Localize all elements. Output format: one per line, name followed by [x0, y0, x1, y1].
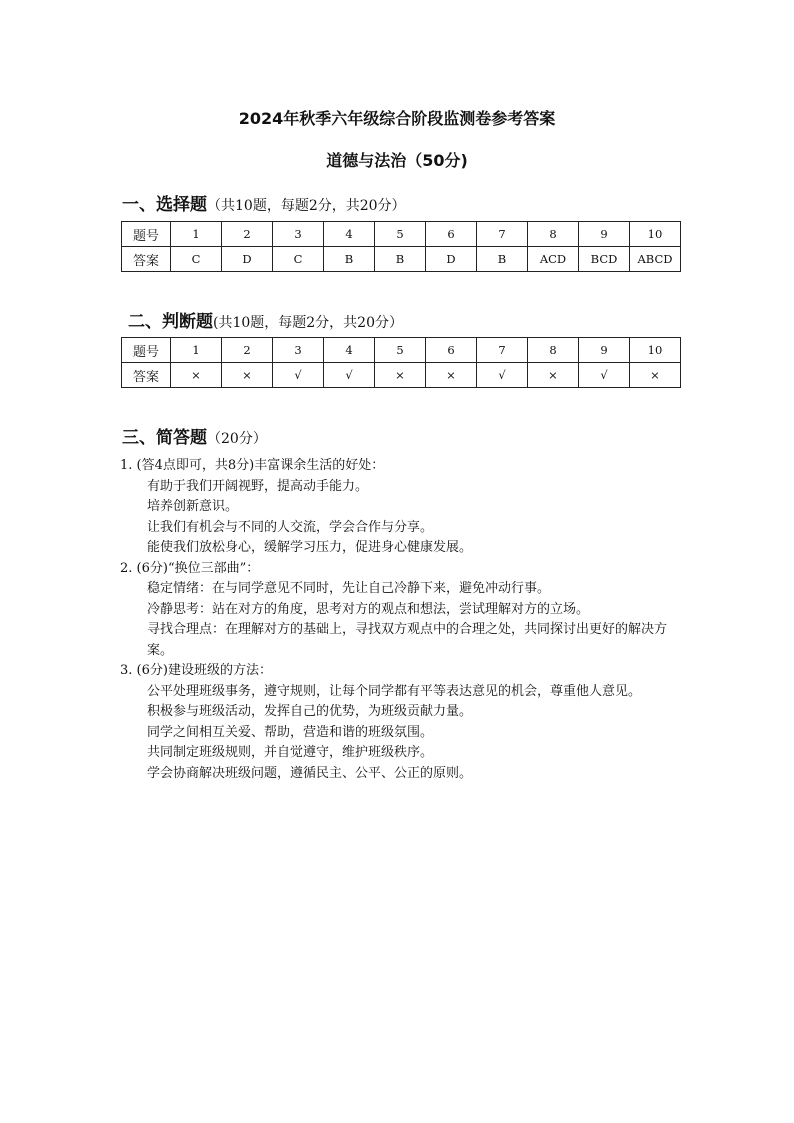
answer-cell: C: [273, 247, 324, 272]
answer-point: 寻找合理点：在理解对方的基础上，寻找双方观点中的合理之处，共同探讨出更好的解决方案。: [147, 622, 668, 658]
question-number: 8: [528, 222, 579, 247]
question-stem: 1. (答4点即可，共8分)丰富课余生活的好处：: [120, 458, 385, 473]
table-row-answers: [122, 247, 681, 272]
answer-cell: ×: [171, 363, 222, 388]
table-row-numbers: [122, 222, 681, 247]
question-number: 2: [222, 338, 273, 363]
question-number: 2: [222, 222, 273, 247]
question-number: 4: [324, 222, 375, 247]
table-row-numbers: [122, 338, 681, 363]
section3-title: 三、简答题: [122, 428, 207, 448]
question-number: 6: [426, 222, 477, 247]
answer-cell: BCD: [579, 247, 630, 272]
answer-cell: √: [579, 363, 630, 388]
question-stem: 3. (6分)建设班级的方法：: [120, 663, 272, 678]
question-number: 10: [630, 338, 681, 363]
section1-answer-table: [121, 221, 681, 272]
answer-point: 能使我们放松身心，缓解学习压力，促进身心健康发展。: [147, 540, 473, 555]
question-number: 5: [375, 338, 426, 363]
section2-title: 二、判断题: [128, 312, 213, 332]
answer-point: 积极参与班级活动，发挥自己的优势，为班级贡献力量。: [147, 704, 473, 719]
answer-cell: B: [375, 247, 426, 272]
question-number: 9: [579, 338, 630, 363]
question-number: 3: [273, 222, 324, 247]
answer-point: 有助于我们开阔视野，提高动手能力。: [147, 478, 369, 494]
answer-point: 共同制定班级规则，并自觉遵守，维护班级秩序。: [147, 745, 434, 760]
question-number: 8: [528, 338, 579, 363]
answer-cell: √: [477, 363, 528, 388]
answer-cell: ACD: [528, 247, 579, 272]
row-label-answer: 答案: [122, 363, 171, 388]
answer-cell: B: [324, 247, 375, 272]
answer-point: 同学之间相互关爱、帮助，营造和谐的班级氛围。: [147, 724, 434, 740]
question-number: 7: [477, 222, 528, 247]
section2-note: (共10题，每题2分，共20分）: [213, 315, 403, 331]
section2-heading: [128, 307, 403, 332]
question-number: 5: [375, 222, 426, 247]
question-number: 3: [273, 338, 324, 363]
question-number: 10: [630, 222, 681, 247]
question-number: 1: [171, 338, 222, 363]
question-number: 9: [579, 222, 630, 247]
section2-answer-table: [121, 337, 681, 388]
row-label-question: 题号: [122, 338, 171, 363]
answer-cell: ×: [426, 363, 477, 388]
answer-cell: ×: [528, 363, 579, 388]
answer-point: 公平处理班级事务，遵守规则，让每个同学都有平等表达意见的机会，尊重他人意见。: [147, 683, 642, 699]
section3-note: （20分）: [207, 431, 267, 447]
document-subtitle: 道德与法治（50分): [326, 151, 468, 170]
question-number: 4: [324, 338, 375, 363]
answer-cell: √: [324, 363, 375, 388]
section3-heading: [122, 423, 267, 448]
answer-point: 稳定情绪：在与同学意见不同时，先让自己冷静下来，避免冲动行事。: [147, 581, 551, 596]
question-number: 1: [171, 222, 222, 247]
answer-point: 培养创新意识。: [147, 499, 239, 514]
answer-point: 冷静思考：站在对方的角度，思考对方的观点和想法，尝试理解对方的立场。: [147, 601, 590, 617]
answer-cell: D: [222, 247, 273, 272]
section1-heading: [122, 190, 406, 215]
answer-point: 让我们有机会与不同的人交流，学会合作与分享。: [147, 519, 434, 535]
question-number: 6: [426, 338, 477, 363]
answer-cell: √: [273, 363, 324, 388]
answer-cell: ABCD: [630, 247, 681, 272]
answer-point: 学会协商解决班级问题，遵循民主、公平、公正的原则。: [147, 765, 473, 781]
answer-cell: ×: [375, 363, 426, 388]
section1-title: 一、选择题: [122, 195, 207, 215]
answer-cell: B: [477, 247, 528, 272]
row-label-answer: 答案: [122, 247, 171, 272]
section1-note: （共10题，每题2分，共20分）: [207, 198, 406, 214]
answer-cell: D: [426, 247, 477, 272]
short-answer-list: [120, 456, 690, 784]
question-number: 7: [477, 338, 528, 363]
document-title: 2024年秋季六年级综合阶段监测卷参考答案: [238, 109, 556, 128]
question-stem: 2. (6分)“换位三部曲”：: [120, 560, 260, 576]
table-row-answers: [122, 363, 681, 388]
answer-cell: C: [171, 247, 222, 272]
answer-cell: ×: [630, 363, 681, 388]
row-label-question: 题号: [122, 222, 171, 247]
answer-cell: ×: [222, 363, 273, 388]
